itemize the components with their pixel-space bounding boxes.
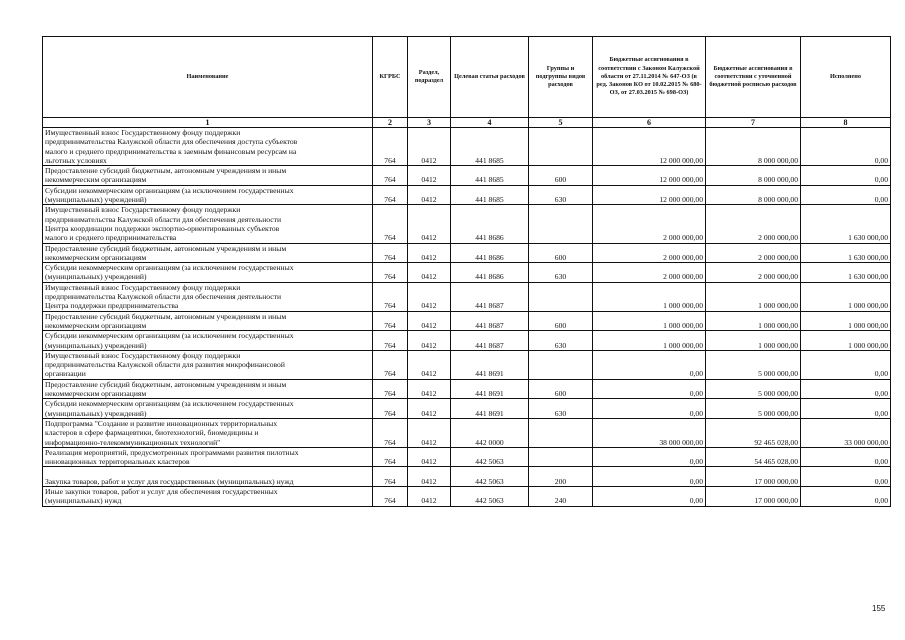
row-name (43, 243, 373, 263)
row-name-line: Предоставление субсидий бюджетным, автономным учреждениям и иным (45, 379, 287, 389)
row-section: 0412 (408, 486, 451, 506)
row-name-line: Центра поддержки предпринимательства (45, 301, 179, 311)
row-name (43, 205, 373, 243)
row-name-line: (муниципальных) учреждений) (45, 272, 147, 282)
row-law-allocation: 1 000 000,00 (593, 331, 706, 351)
row-section: 0412 (408, 467, 451, 487)
row-name (43, 399, 373, 419)
row-section: 0412 (408, 418, 451, 447)
row-name-line: льготных условиях (45, 155, 107, 165)
table-row (43, 399, 891, 419)
row-target-article: 441 8686 (451, 205, 529, 243)
row-revised-allocation: 54 465 028,00 (706, 447, 801, 467)
row-section: 0412 (408, 331, 451, 351)
row-kgrbs: 764 (373, 185, 408, 205)
row-name-line: Субсидии некоммерческим организациям (за исключением государственных (45, 263, 294, 273)
row-name (43, 331, 373, 351)
row-expense-type: 600 (529, 166, 593, 186)
row-name-line: некоммерческим организациям (45, 252, 147, 262)
table-row (43, 282, 891, 311)
row-target-article: 441 8685 (451, 128, 529, 166)
row-name-line: Подпрограмма "Создание и развитие инновационных территориальных (45, 418, 278, 428)
column-number: 3 (408, 118, 451, 128)
row-law-allocation: 0,00 (593, 379, 706, 399)
row-expense-type: 630 (529, 263, 593, 283)
row-name (43, 447, 373, 467)
row-name-line: Имущественный взнос Государственному фонду поддержки (45, 350, 241, 360)
row-name (43, 128, 373, 166)
table-row (43, 205, 891, 243)
row-executed: 0,00 (801, 128, 891, 166)
row-executed: 1 630 000,00 (801, 263, 891, 283)
row-expense-type (529, 447, 593, 467)
row-name-line: Предоставление субсидий бюджетным, автономным учреждениям и иным (45, 243, 287, 253)
row-law-allocation: 12 000 000,00 (593, 128, 706, 166)
row-executed: 0,00 (801, 185, 891, 205)
row-section: 0412 (408, 205, 451, 243)
row-expense-type: 240 (529, 486, 593, 506)
row-name-line: Иные закупки товаров, работ и услуг для обеспечения государственных (45, 486, 278, 496)
row-kgrbs: 764 (373, 263, 408, 283)
row-revised-allocation: 8 000 000,00 (706, 185, 801, 205)
row-law-allocation: 12 000 000,00 (593, 185, 706, 205)
row-target-article: 442 5063 (451, 447, 529, 467)
row-section: 0412 (408, 311, 451, 331)
row-revised-allocation: 17 000 000,00 (706, 486, 801, 506)
row-name-line: организации (45, 369, 86, 379)
row-target-article: 442 0000 (451, 418, 529, 447)
row-section: 0412 (408, 166, 451, 186)
row-executed: 0,00 (801, 486, 891, 506)
row-law-allocation: 2 000 000,00 (593, 243, 706, 263)
table-row (43, 418, 891, 447)
header-row (43, 37, 891, 118)
column-number: 7 (706, 118, 801, 128)
row-name (43, 311, 373, 331)
row-executed: 1 630 000,00 (801, 243, 891, 263)
table-row (43, 467, 891, 487)
row-expense-type: 630 (529, 185, 593, 205)
row-expense-type: 630 (529, 399, 593, 419)
row-revised-allocation: 2 000 000,00 (706, 243, 801, 263)
row-kgrbs: 764 (373, 350, 408, 379)
header-target-article: Целевая статья расходов (451, 37, 529, 118)
row-law-allocation: 0,00 (593, 486, 706, 506)
row-revised-allocation: 8 000 000,00 (706, 128, 801, 166)
row-name-line: Предоставление субсидий бюджетным, автономным учреждениям и иным (45, 166, 287, 176)
row-executed: 33 000 000,00 (801, 418, 891, 447)
header-section: Раздел, подраздел (408, 37, 451, 118)
row-target-article: 441 8687 (451, 282, 529, 311)
row-executed: 1 630 000,00 (801, 205, 891, 243)
row-section: 0412 (408, 263, 451, 283)
row-name-line: малого и среднего предпринимательства (45, 233, 177, 243)
row-executed: 0,00 (801, 166, 891, 186)
table-body (43, 128, 891, 507)
column-number: 6 (593, 118, 706, 128)
row-name-line: некоммерческим организациям (45, 320, 147, 330)
column-number-row (43, 118, 891, 128)
column-number: 4 (451, 118, 529, 128)
table-row (43, 331, 891, 351)
row-revised-allocation: 5 000 000,00 (706, 350, 801, 379)
row-executed: 1 000 000,00 (801, 282, 891, 311)
row-name-line: малого и среднего предпринимательства к заемным финансовым ресурсам на (45, 146, 297, 156)
header-executed: Исполнено (801, 37, 891, 118)
row-revised-allocation: 8 000 000,00 (706, 166, 801, 186)
header-kgrbs: КГРБС (373, 37, 408, 118)
row-expense-type (529, 205, 593, 243)
row-target-article: 441 8691 (451, 379, 529, 399)
column-number: 2 (373, 118, 408, 128)
row-name (43, 467, 373, 487)
row-kgrbs: 764 (373, 166, 408, 186)
table-row (43, 185, 891, 205)
row-target-article: 441 8687 (451, 331, 529, 351)
row-target-article: 441 8685 (451, 185, 529, 205)
header-law-allocation: Бюджетные ассигнования в соответствии с Законом Калужской области от 27.11.2014 № 647-ОЗ (в ред. Законов КО от 10.02.2015 № 680-ОЗ, от 27.03.2015 № 698-ОЗ) (593, 37, 706, 118)
row-name (43, 282, 373, 311)
row-section: 0412 (408, 350, 451, 379)
row-law-allocation: 0,00 (593, 467, 706, 487)
row-revised-allocation: 1 000 000,00 (706, 331, 801, 351)
row-expense-type: 600 (529, 379, 593, 399)
row-kgrbs: 764 (373, 128, 408, 166)
header-expense-type: Группы и подгруппы видов расходов (529, 37, 593, 118)
header-revised-allocation: Бюджетные ассигнования в соответствии с уточненной бюджетной росписью расходов (706, 37, 801, 118)
table-row (43, 350, 891, 379)
row-target-article: 442 5063 (451, 467, 529, 487)
row-law-allocation: 1 000 000,00 (593, 311, 706, 331)
row-executed: 1 000 000,00 (801, 331, 891, 351)
row-target-article: 441 8686 (451, 243, 529, 263)
row-section: 0412 (408, 243, 451, 263)
row-target-article: 441 8691 (451, 399, 529, 419)
row-kgrbs: 764 (373, 447, 408, 467)
row-name (43, 166, 373, 186)
row-name-line: Закупка товаров, работ и услуг для государственных (муниципальных) нужд (45, 476, 294, 486)
row-kgrbs: 764 (373, 282, 408, 311)
row-revised-allocation: 2 000 000,00 (706, 205, 801, 243)
row-name-line: предпринимательства Калужской области для обеспечения деятельности (45, 292, 282, 302)
row-name-line: информационно-телекоммуникационных технологий" (45, 437, 221, 447)
row-name-line (45, 467, 370, 476)
row-name-line: Имущественный взнос Государственному фонду поддержки (45, 205, 241, 215)
budget-table (42, 36, 891, 507)
row-revised-allocation: 1 000 000,00 (706, 311, 801, 331)
row-executed: 0,00 (801, 447, 891, 467)
row-expense-type (529, 282, 593, 311)
column-number: 1 (43, 118, 373, 128)
table-row (43, 263, 891, 283)
row-name-line: Субсидии некоммерческим организациям (за исключением государственных (45, 331, 294, 341)
row-name-line: (муниципальных) учреждений) (45, 195, 147, 205)
row-law-allocation: 0,00 (593, 399, 706, 419)
row-expense-type (529, 128, 593, 166)
row-name-line: Субсидии некоммерческим организациям (за исключением государственных (45, 185, 294, 195)
row-expense-type: 600 (529, 311, 593, 331)
table-row (43, 486, 891, 506)
row-target-article: 441 8687 (451, 311, 529, 331)
row-name-line: Реализация мероприятий, предусмотренных программами развития пилотных (45, 447, 299, 457)
row-law-allocation: 0,00 (593, 350, 706, 379)
row-revised-allocation: 92 465 028,00 (706, 418, 801, 447)
row-name-line: Имущественный взнос Государственному фонду поддержки (45, 282, 241, 292)
row-expense-type: 630 (529, 331, 593, 351)
row-kgrbs: 764 (373, 205, 408, 243)
header-name: Наименование (43, 37, 373, 118)
column-number: 8 (801, 118, 891, 128)
row-law-allocation: 1 000 000,00 (593, 282, 706, 311)
row-section: 0412 (408, 282, 451, 311)
row-section: 0412 (408, 185, 451, 205)
row-law-allocation: 2 000 000,00 (593, 205, 706, 243)
row-expense-type (529, 418, 593, 447)
row-revised-allocation: 1 000 000,00 (706, 282, 801, 311)
row-expense-type (529, 350, 593, 379)
row-law-allocation: 38 000 000,00 (593, 418, 706, 447)
row-name (43, 379, 373, 399)
row-name-line: некоммерческим организациям (45, 389, 147, 399)
row-name-line: (муниципальных) учреждений) (45, 340, 147, 350)
row-section: 0412 (408, 128, 451, 166)
row-name (43, 486, 373, 506)
row-name-line: инновационных территориальных кластеров (45, 457, 190, 467)
row-target-article: 441 8686 (451, 263, 529, 283)
row-expense-type: 600 (529, 243, 593, 263)
row-target-article: 442 5063 (451, 486, 529, 506)
row-name-line: предпринимательства Калужской области для развития микрофинансовой (45, 360, 285, 370)
row-section: 0412 (408, 447, 451, 467)
row-kgrbs: 764 (373, 467, 408, 487)
row-expense-type: 200 (529, 467, 593, 487)
table-row (43, 379, 891, 399)
row-name-line: предпринимательства Калужской области для обеспечения доступа субъектов (45, 137, 298, 147)
row-name (43, 263, 373, 283)
row-name-line: Субсидии некоммерческим организациям (за исключением государственных (45, 399, 294, 409)
row-name-line: предпринимательства Калужской области для обеспечения деятельности (45, 214, 282, 224)
row-revised-allocation: 17 000 000,00 (706, 467, 801, 487)
row-kgrbs: 764 (373, 399, 408, 419)
row-name (43, 185, 373, 205)
row-section: 0412 (408, 399, 451, 419)
row-kgrbs: 764 (373, 311, 408, 331)
table-row (43, 243, 891, 263)
row-revised-allocation: 2 000 000,00 (706, 263, 801, 283)
row-name-line: (муниципальных) учреждений) (45, 408, 147, 418)
row-target-article: 441 8691 (451, 350, 529, 379)
row-name-line: Предоставление субсидий бюджетным, автономным учреждениям и иным (45, 311, 287, 321)
row-law-allocation: 12 000 000,00 (593, 166, 706, 186)
row-kgrbs: 764 (373, 331, 408, 351)
table-row (43, 311, 891, 331)
page-number: 155 (872, 604, 886, 613)
row-executed: 0,00 (801, 467, 891, 487)
table-row (43, 128, 891, 166)
row-revised-allocation: 5 000 000,00 (706, 399, 801, 419)
row-kgrbs: 764 (373, 379, 408, 399)
row-name-line: (муниципальных) нужд (45, 496, 122, 506)
row-executed: 1 000 000,00 (801, 311, 891, 331)
row-executed: 0,00 (801, 379, 891, 399)
row-law-allocation: 0,00 (593, 447, 706, 467)
row-name-line: кластеров в сфере фармацевтики, биотехнологий, биомедицины и (45, 428, 259, 438)
row-revised-allocation: 5 000 000,00 (706, 379, 801, 399)
row-name (43, 418, 373, 447)
table-row (43, 447, 891, 467)
column-number: 5 (529, 118, 593, 128)
row-section: 0412 (408, 379, 451, 399)
row-executed: 0,00 (801, 399, 891, 419)
row-name-line: Имущественный взнос Государственному фонду поддержки (45, 128, 241, 137)
row-name-line: Центра координации поддержки экспортно-ориентированных субъектов (45, 223, 280, 233)
row-law-allocation: 2 000 000,00 (593, 263, 706, 283)
row-kgrbs: 764 (373, 243, 408, 263)
table-row (43, 166, 891, 186)
row-name-line: некоммерческим организациям (45, 175, 147, 185)
row-name (43, 350, 373, 379)
row-target-article: 441 8685 (451, 166, 529, 186)
row-kgrbs: 764 (373, 486, 408, 506)
row-executed: 0,00 (801, 350, 891, 379)
row-kgrbs: 764 (373, 418, 408, 447)
